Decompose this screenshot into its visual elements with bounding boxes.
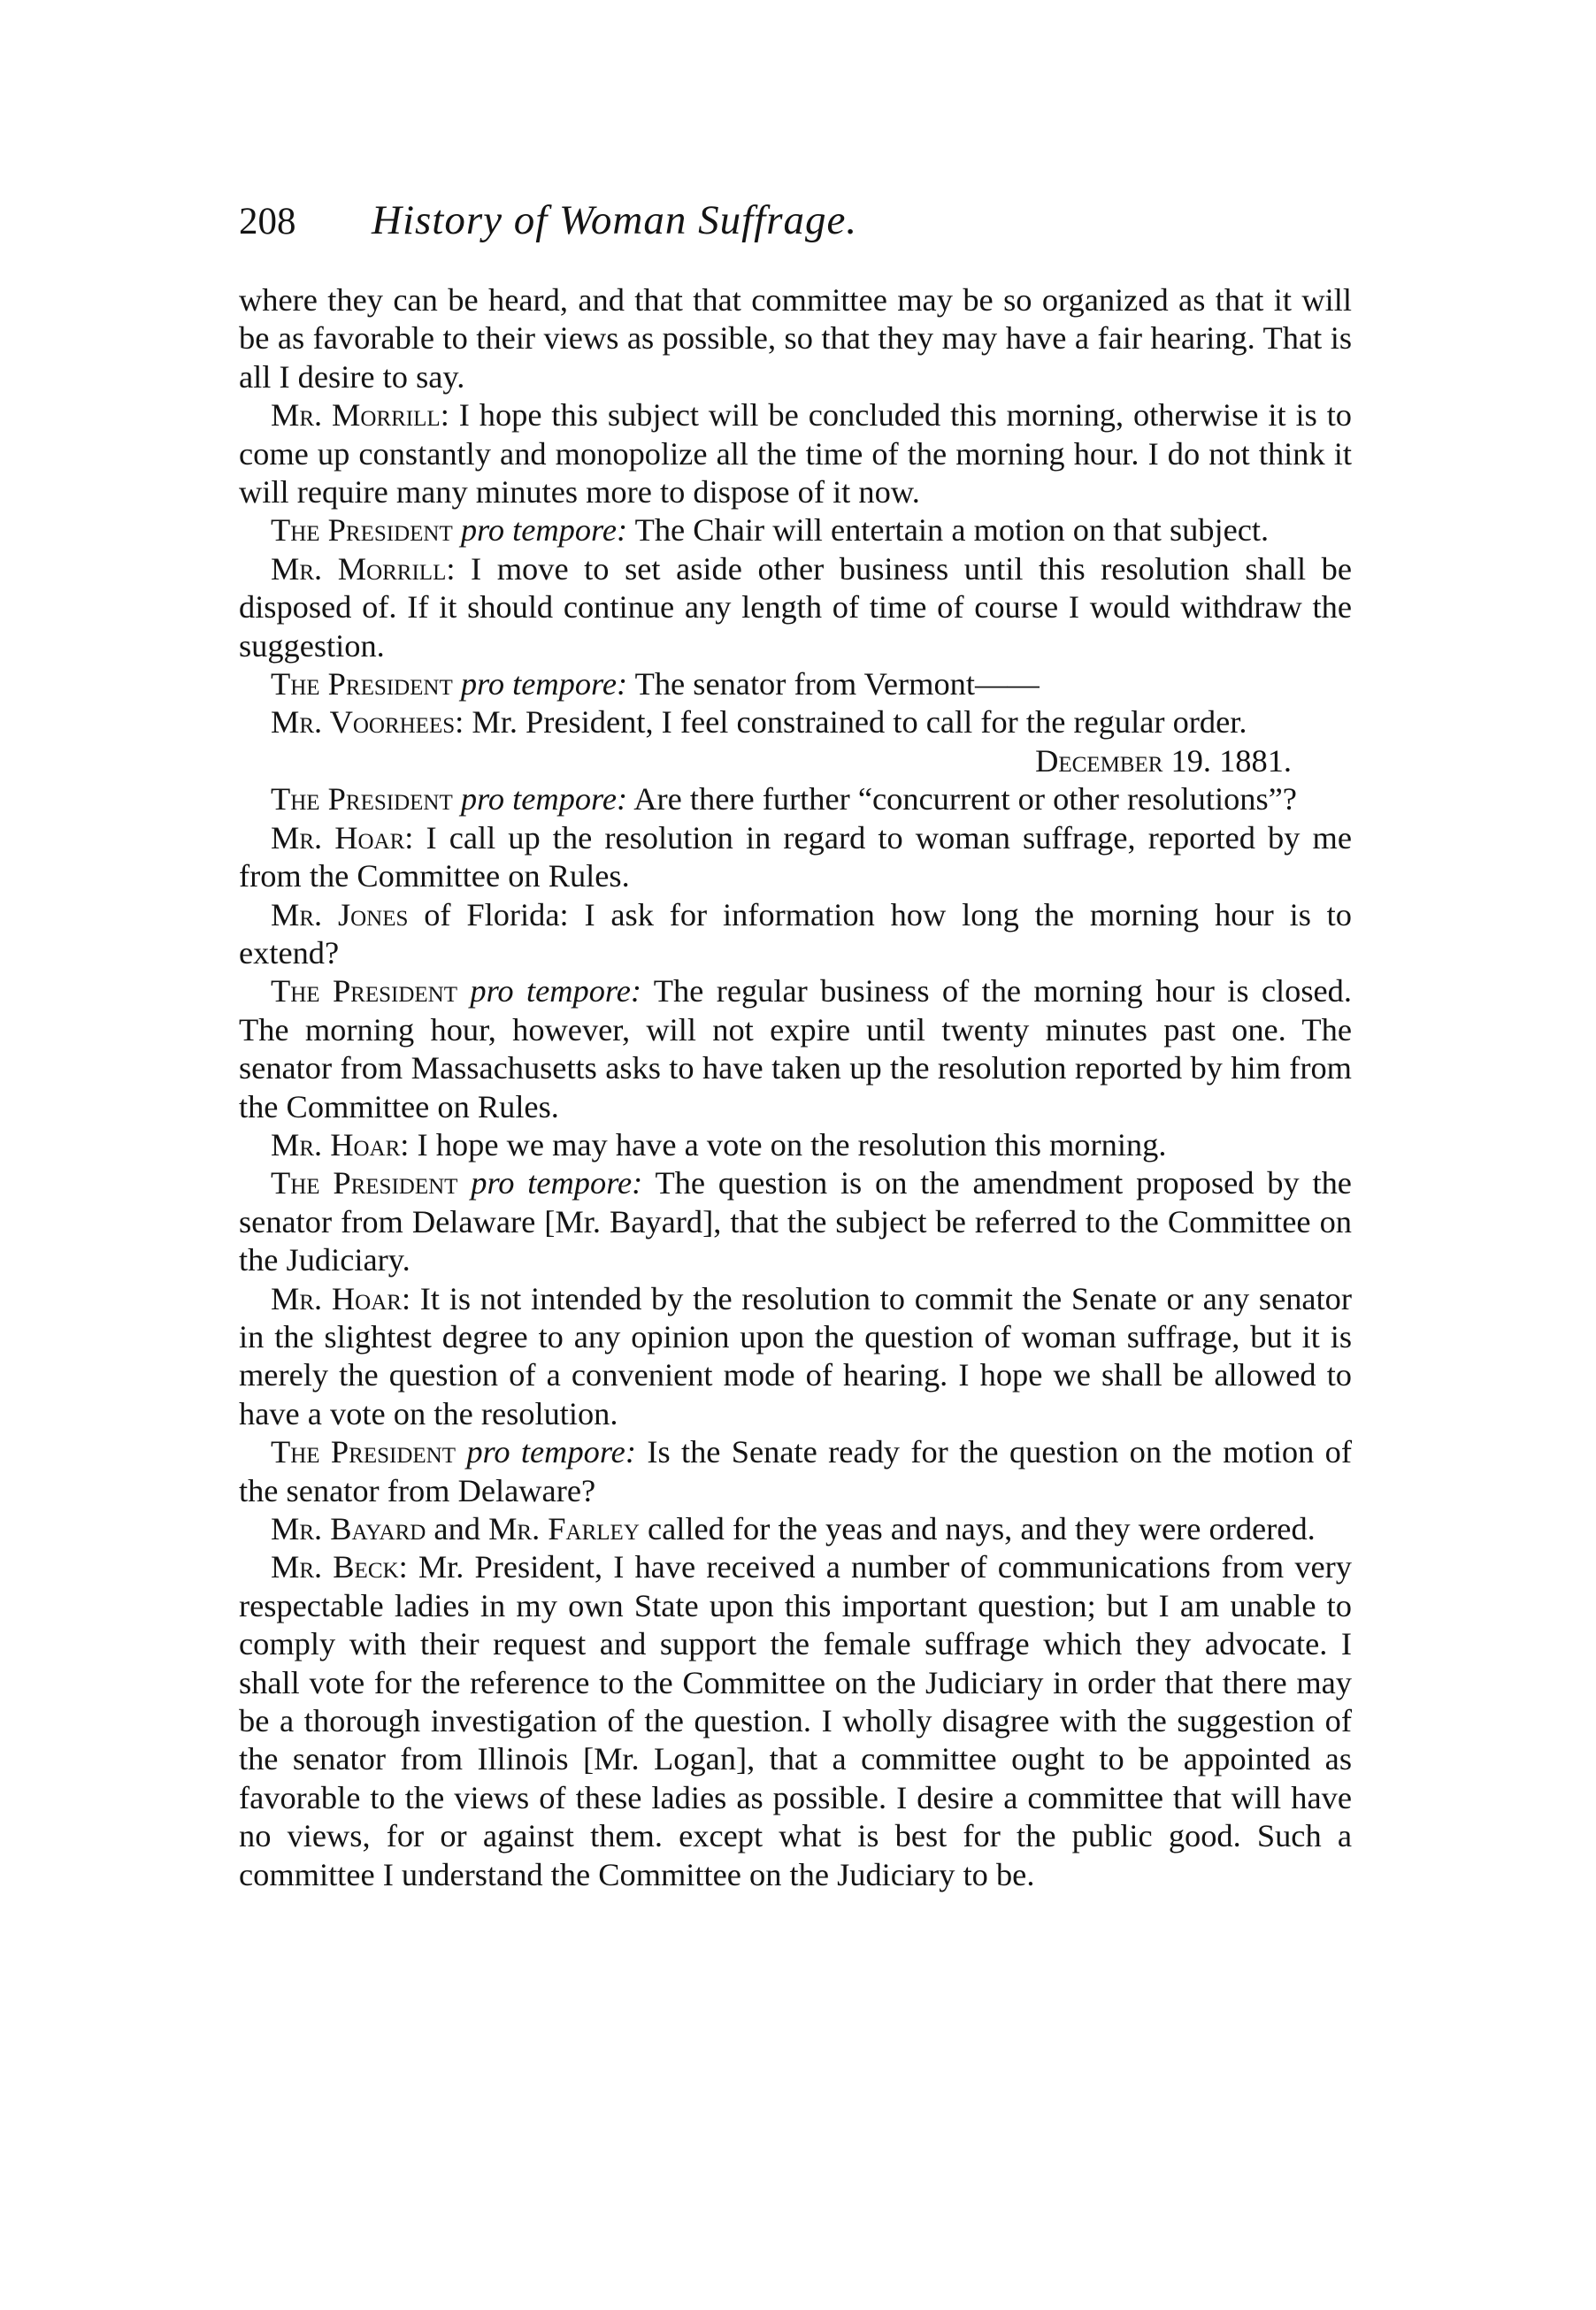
paragraph [239, 1164, 1352, 1279]
dateline: December 19. 1881. [1035, 742, 1292, 779]
speaker-name: Mr. Morrill [271, 550, 447, 587]
speaker-separator [627, 666, 634, 702]
speaker-name: Mr. Voorhees [271, 704, 456, 741]
paragraph-text: The regular business of the morning hour is closed. The morning hour, however, will not expire until twenty minutes past one. The senator from Massachusetts asks to have taken up the resolution reported by him from the Committee on Rules. [239, 973, 1352, 1124]
paragraph-text: The senator from Vermont—— [634, 666, 1040, 702]
speaker-separator: : [401, 1280, 420, 1316]
speaker-name: The President [271, 512, 453, 549]
paragraph [239, 1548, 1352, 1894]
paragraph [239, 819, 1352, 896]
speaker-separator: of Florida: [408, 896, 585, 932]
speaker-role: pro tempore: [460, 781, 628, 817]
speaker-role: pro tempore: [470, 973, 642, 1009]
paragraph [239, 665, 1352, 703]
speaker-name: The President [271, 1165, 458, 1201]
book-page [239, 196, 1352, 1894]
paragraph [239, 1433, 1352, 1510]
paragraph [239, 896, 1352, 973]
paragraph-text: It is not intended by the resolution to commit the Senate or any senator in the slightest degree to any opinion upon the question of woman suffrage, but it is merely the question of a convenient mode of hearing. I hope we shall be allowed to have a vote on the resolution. [239, 1280, 1352, 1431]
speaker-name: The President [271, 973, 458, 1009]
paragraph-text: I move to set aside other business until this resolution shall be disposed of. If it should continue any length of time of course I would withdraw the suggestion. [239, 550, 1352, 664]
speaker-role: pro tempore: [460, 666, 628, 702]
speaker-separator: : [446, 550, 472, 587]
paragraph [239, 780, 1352, 818]
speaker-name: The President [271, 1434, 456, 1470]
paragraph-text: Is the Senate ready for the question on the motion of the senator from Delaware? [239, 1434, 1352, 1508]
paragraph [239, 1126, 1352, 1164]
speaker-separator: : [398, 1549, 418, 1585]
paragraph [239, 703, 1352, 741]
speaker-name: The President [271, 666, 453, 702]
running-title: History of Woman Suffrage. [372, 197, 858, 243]
paragraph-text: Are there further “concurrent or other resolutions”? [633, 781, 1297, 817]
paragraph [239, 550, 1352, 665]
page-number: 208 [239, 201, 296, 242]
paragraph [239, 511, 1352, 549]
speaker-separator [636, 1434, 647, 1470]
speaker-name: Mr. Morrill [271, 397, 441, 434]
speaker-separator [641, 973, 654, 1009]
paragraph-text: I call up the resolution in regard to woman suffrage, reported by me from the Committee on Rules. [239, 819, 1352, 894]
body-text [239, 281, 1352, 1894]
paragraph-text: The Chair will entertain a motion on that subject. [634, 512, 1270, 549]
paragraph-text: called for the yeas and nays, and they were ordered. [639, 1511, 1316, 1546]
speaker-separator [642, 1165, 655, 1201]
speaker-separator: and [426, 1511, 489, 1546]
paragraph-text: Mr. President, I feel constrained to call for the regular order. [472, 704, 1247, 741]
paragraph-text: Mr. President, I have received a number of communications from very respectable ladies in my own State upon this important question; but I am unable to comply with their request and support the female suffrage which they advocate. I shall vote for the reference to the Committee on the Judiciary in order that there may be a thorough investigation of the question. I wholly disagree with the suggestion of the senator from Illinois [Mr. Logan], that a committee ought to be appointed as favorable to the views of these ladies as possible. I desire a committee that will have no views, for or against them. except what is best for the public good. Such a committee I understand the Committee on the Judiciary to be. [239, 1549, 1352, 1892]
speaker-separator: : [440, 397, 459, 434]
speaker-name: Mr. Jones [271, 896, 409, 932]
speaker-name: Mr. Hoar [271, 819, 405, 856]
speaker-role: pro tempore: [466, 1434, 636, 1470]
speaker-name: Mr. Bayard [271, 1511, 426, 1546]
speaker-name: Mr. Hoar [271, 1280, 402, 1316]
speaker-role: pro tempore: [471, 1165, 643, 1201]
speaker-separator: : [404, 819, 426, 856]
paragraph-text: where they can be heard, and that that committee may be so organized as that it will be as favorable to their views as possible, so that they may have a fair hearing. That is all I desire to say. [239, 282, 1352, 395]
paragraph-text: I hope we may have a vote on the resolution this morning. [417, 1126, 1167, 1163]
paragraph [239, 972, 1352, 1126]
speaker-name: Mr. Farley [488, 1511, 640, 1546]
speaker-separator: : [455, 704, 472, 741]
paragraph-text: I hope this subject will be concluded this morning, otherwise it is to come up constantly and monopolize all the time of the morning hour. I do not think it will require many minutes more to dispose of it now. [239, 397, 1353, 510]
paragraph [239, 1510, 1352, 1548]
speaker-separator [627, 512, 634, 548]
paragraph [239, 281, 1352, 396]
speaker-name: Mr. Hoar [271, 1126, 401, 1163]
paragraph [239, 396, 1352, 511]
speaker-role: pro tempore: [460, 512, 628, 549]
paragraph-text: The question is on the amendment proposed by the senator from Delaware [Mr. Bayard], that the subject be referred to the Committee on the Judiciary. [239, 1165, 1352, 1278]
paragraph [239, 1280, 1352, 1434]
running-head [239, 196, 1352, 281]
speaker-name: Mr. Beck [271, 1549, 399, 1585]
speaker-separator: : [400, 1126, 418, 1163]
paragraph-text: I ask for information how long the morning hour is to extend? [239, 896, 1352, 971]
speaker-name: The President [271, 781, 453, 817]
